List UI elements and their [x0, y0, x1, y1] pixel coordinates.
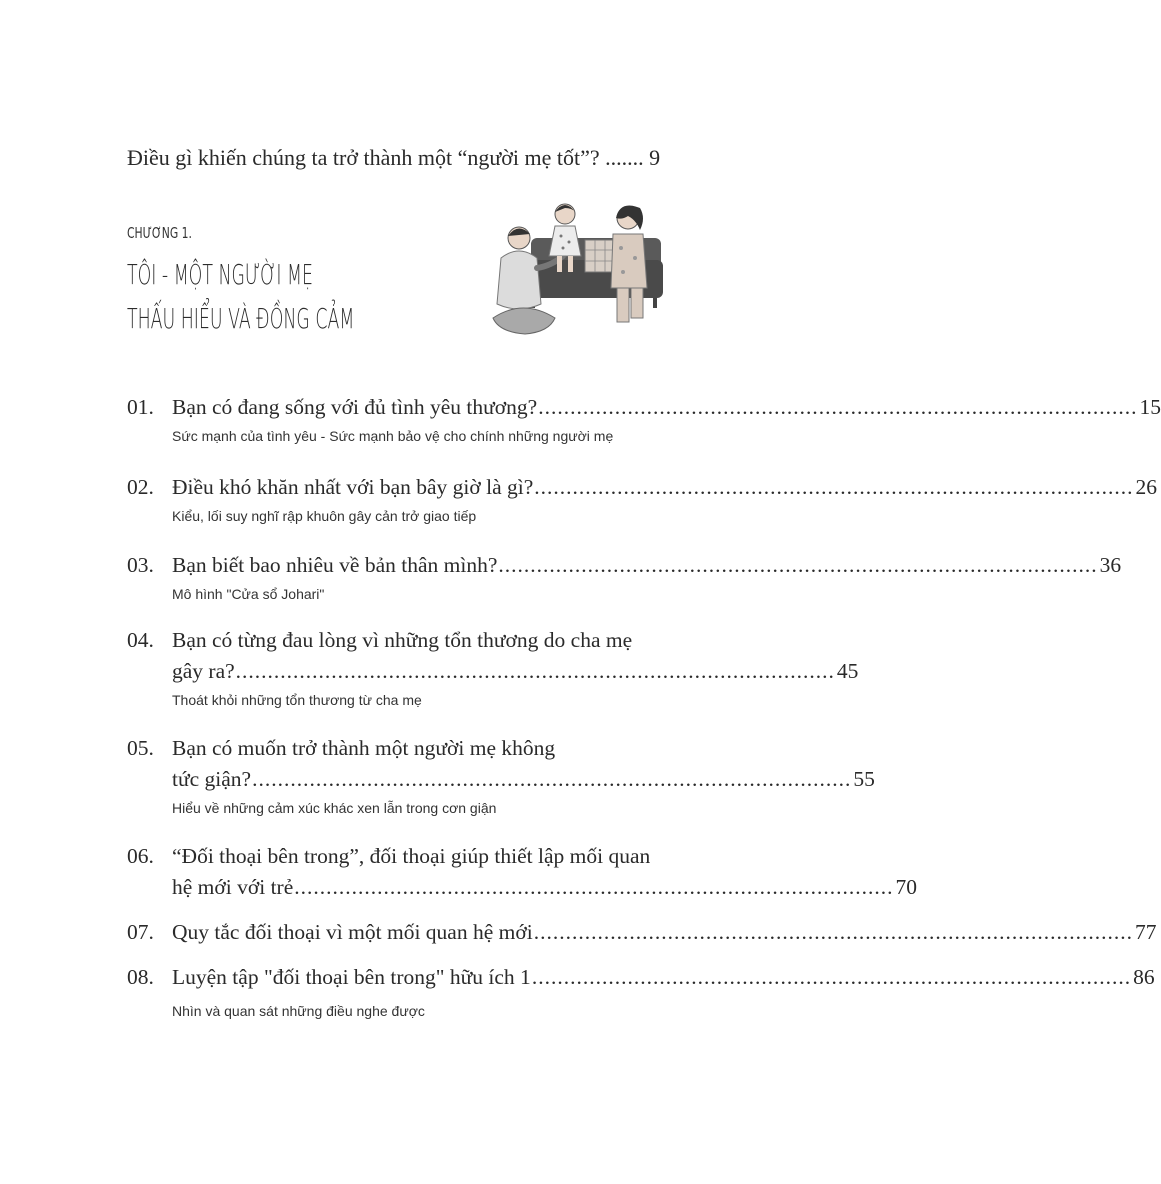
entry-number: 07. — [127, 920, 154, 944]
intro-page-number: 9 — [649, 145, 661, 170]
entry-dots: .............................................................................................. — [534, 475, 1134, 499]
entry-title: Bạn biết bao nhiêu về bản thân mình? — [172, 553, 498, 577]
entry-number: 08. — [127, 965, 154, 989]
entry-title: Quy tắc đối thoại vì một mối quan hệ mới — [172, 920, 533, 944]
entry-page-number: 26 — [1135, 475, 1158, 499]
entry-title-line-1: “Đối thoại bên trong”, đối thoại giúp thiết lập mối quan — [172, 844, 651, 868]
entry-title: Điều khó khăn nhất với bạn bây giờ là gì? — [172, 475, 534, 499]
chapter-title — [127, 253, 354, 341]
intro-title: Điều gì khiến chúng ta trở thành một “người mẹ tốt”? — [127, 145, 600, 170]
entry-subtitle: Hiểu về những cảm xúc khác xen lẫn trong cơn giận — [172, 800, 497, 816]
toc-entry-03[interactable] — [127, 550, 1122, 625]
toc-entry-02[interactable] — [127, 472, 1158, 550]
entry-subtitle: Mô hình "Cửa sổ Johari" — [172, 586, 325, 602]
entry-number: 03. — [127, 553, 154, 577]
entry-page-number: 70 — [895, 875, 918, 899]
entry-dots: .............................................................................................. — [538, 395, 1138, 419]
toc-entry-08[interactable] — [127, 962, 1155, 1022]
entry-title: Bạn có đang sống với đủ tình yêu thương? — [172, 395, 538, 419]
entry-page-number: 86 — [1133, 965, 1155, 989]
entry-page-number: 77 — [1134, 920, 1157, 944]
toc-entry-01[interactable] — [127, 392, 1161, 472]
entry-dots: .............................................................................................. — [235, 659, 835, 683]
entry-page-number: 36 — [1099, 553, 1122, 577]
chapter-title-line-2: THẤU HIỂU VÀ ĐỒNG CẢM — [127, 302, 355, 335]
entry-title-line-1: Bạn có muốn trở thành một người mẹ không — [172, 736, 556, 760]
entry-title-line-2: gây ra? — [172, 659, 235, 683]
entry-title: Luyện tập "đối thoại bên trong" hữu ích 1 — [172, 965, 531, 989]
entry-title-line-2: tức giận? — [172, 767, 252, 791]
entry-number: 05. — [127, 736, 154, 760]
entry-dots: .............................................................................................. — [531, 965, 1132, 989]
entry-number: 01. — [127, 395, 154, 419]
entry-number: 02. — [127, 475, 154, 499]
toc-entry-07[interactable] — [127, 917, 1157, 962]
entry-page-number: 55 — [853, 767, 875, 791]
intro-dots: ....... — [605, 145, 644, 170]
entry-subtitle: Nhìn và quan sát những điều nghe được — [172, 1003, 425, 1019]
entry-dots: .............................................................................................. — [294, 875, 894, 899]
entry-dots: .............................................................................................. — [498, 553, 1098, 577]
entry-title-line-2: hệ mới với trẻ — [172, 875, 294, 899]
chapter-label: CHƯƠNG 1. — [127, 224, 192, 242]
entry-number: 04. — [127, 628, 154, 652]
entry-page-number: 15 — [1139, 395, 1161, 419]
entry-subtitle: Sức mạnh của tình yêu - Sức mạnh bảo vệ cho chính những người mẹ — [172, 428, 614, 444]
entry-title-line-1: Bạn có từng đau lòng vì những tổn thương do cha mẹ — [172, 628, 633, 652]
toc-entry-04[interactable] — [127, 625, 859, 733]
family-on-sofa-illustration — [493, 198, 668, 344]
entry-page-number: 45 — [836, 659, 859, 683]
toc-entry-06[interactable] — [127, 841, 918, 917]
intro-toc-entry[interactable] — [127, 143, 667, 173]
entry-subtitle: Kiểu, lối suy nghĩ rập khuôn gây cản trở giao tiếp — [172, 508, 477, 524]
entry-dots: .............................................................................................. — [533, 920, 1133, 944]
entry-subtitle: Thoát khỏi những tổn thương từ cha mẹ — [172, 692, 422, 708]
entry-dots: .............................................................................................. — [252, 767, 852, 791]
table-of-contents — [127, 392, 1161, 1022]
chapter-title-line-1: TÔI - MỘT NGƯỜI MẸ — [127, 258, 313, 291]
entry-number: 06. — [127, 844, 154, 868]
toc-entry-05[interactable] — [127, 733, 875, 841]
